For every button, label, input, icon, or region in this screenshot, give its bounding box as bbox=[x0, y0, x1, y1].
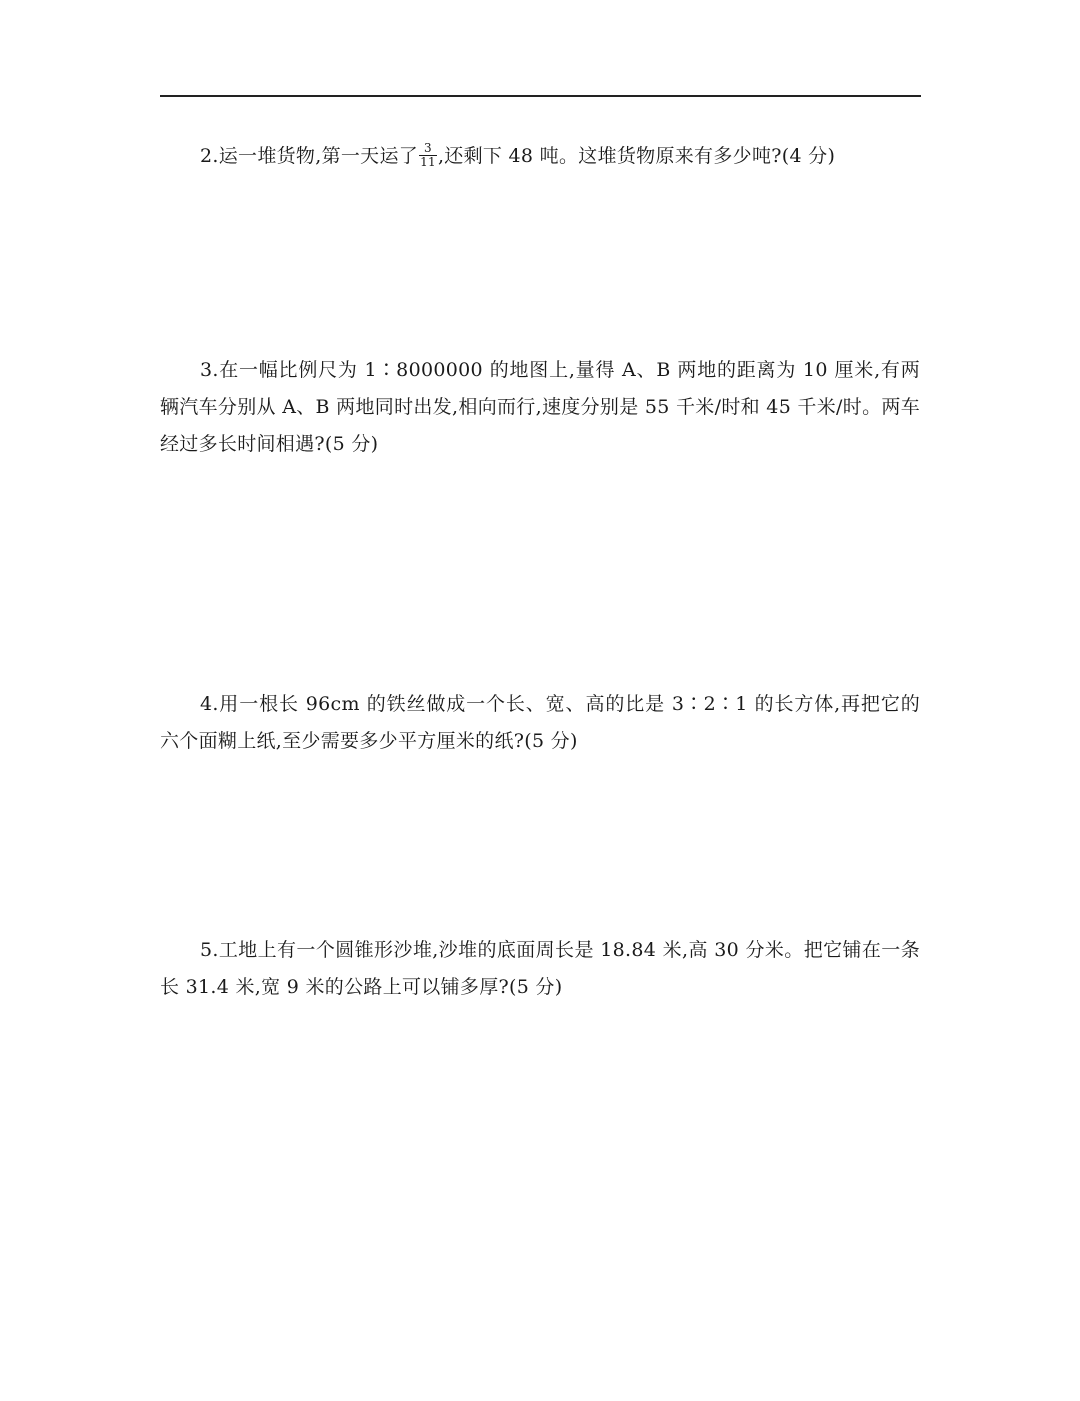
top-divider-line bbox=[160, 95, 921, 97]
fraction-denominator: 11 bbox=[420, 154, 436, 169]
question-2 bbox=[160, 138, 920, 175]
question-4: 4.用一根长 96cm 的铁丝做成一个长、宽、高的比是 3∶2∶1 的长方体,再把它的六个面糊上纸,至少需要多少平方厘米的纸?(5 分) bbox=[160, 693, 920, 752]
question-5: 5.工地上有一个圆锥形沙堆,沙堆的底面周长是 18.84 米,高 30 分米。把它铺在一条长 31.4 米,宽 9 米的公路上可以铺多厚?(5 分) bbox=[160, 939, 920, 998]
question-2-text-after: ,还剩下 48 吨。这堆货物原来有多少吨?(4 分) bbox=[437, 145, 836, 167]
fraction-3-11 bbox=[419, 142, 437, 169]
fraction-numerator: 3 bbox=[419, 142, 437, 156]
question-2-text-before: 2.运一堆货物,第一天运了 bbox=[200, 145, 419, 167]
question-3: 3.在一幅比例尺为 1∶8000000 的地图上,量得 A、B 两地的距离为 10 厘米,有两辆汽车分别从 A、B 两地同时出发,相向而行,速度分别是 55 千米/时和 45 千米/时。两车经过多长时间相遇?(5 分) bbox=[160, 359, 920, 455]
